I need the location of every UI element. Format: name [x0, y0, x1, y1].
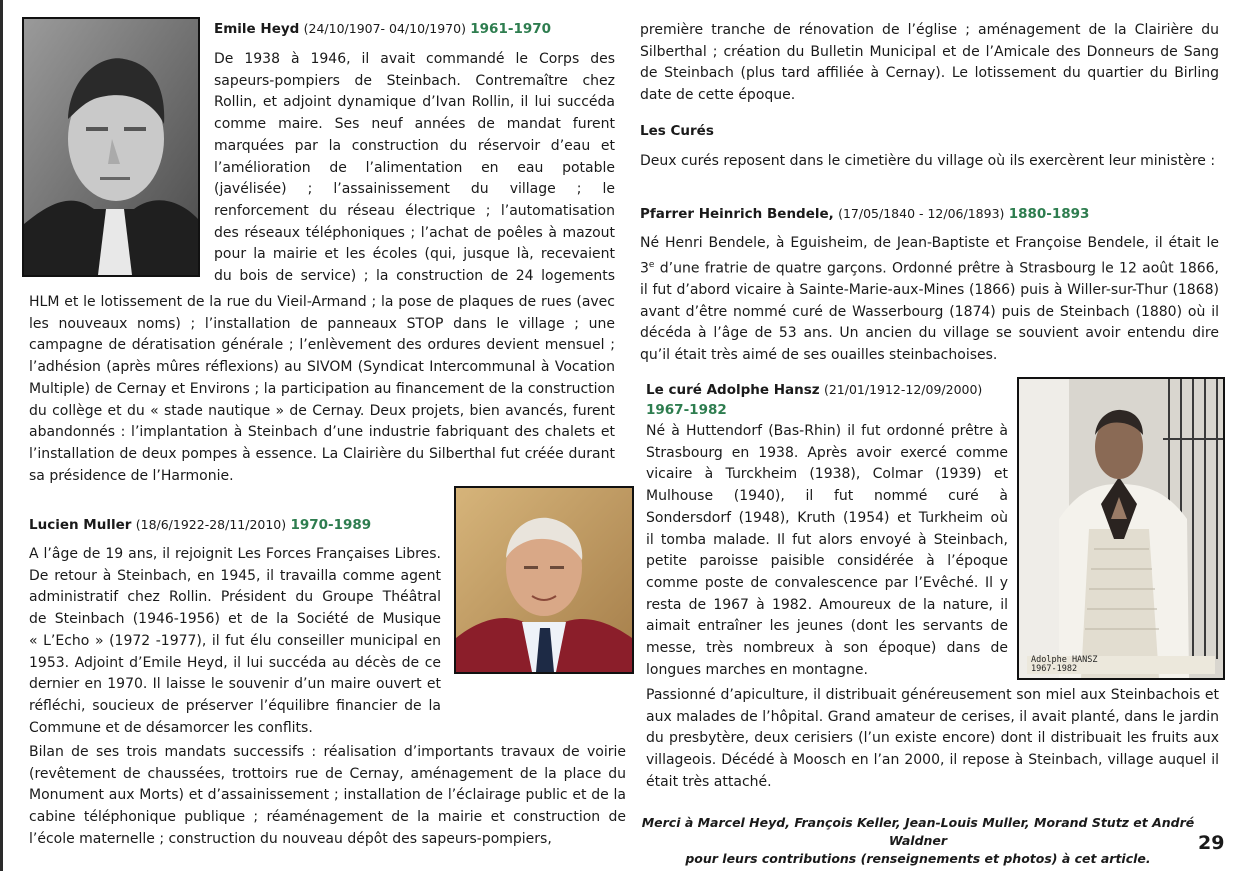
hansz-name: Le curé Adolphe Hansz	[646, 382, 820, 398]
acknowledgements-line-2: pour leurs contributions (renseignements et photos) à cet article.	[685, 851, 1151, 866]
hansz-dates: (21/01/1912-12/09/2000)	[823, 382, 983, 397]
lucien-line: réfléchi, soucieux de préserver l’équilibre financier de la	[29, 697, 441, 714]
hansz-line: aimait entraîner les jeunes (dont les servants de	[646, 618, 1008, 635]
emile-line: des réseaux téléphoniques ; l’achat de poêles à mazout	[214, 224, 615, 241]
emile-dates: (24/10/1907- 04/10/1970)	[303, 21, 466, 36]
emile-line: sapeurs-pompiers de Steinbach. Contremaître chez	[214, 72, 615, 89]
cures-intro: Deux curés reposent dans le cimetière du village où ils exercèrent leur ministère :	[640, 153, 1216, 169]
emile-line: De 1938 à 1946, il avait commandé le Corps des	[214, 51, 615, 67]
emile-line: l’amélioration de l’alimentation en eau potable	[214, 159, 615, 176]
hansz-term: 1967-1982	[646, 402, 727, 418]
emile-line: (javélisée) ; l’assainissement du village ; le	[214, 181, 615, 198]
hansz-line: vicaire à Turckheim (1938), Colmar (1939) et	[646, 466, 1008, 483]
emile-line: du bois de service) ; la construction de 24 logements	[214, 268, 615, 285]
emile-term: 1961-1970	[470, 21, 552, 37]
lucien-bilan: Bilan de ses trois mandats successifs : réalisation d’importants travaux de voirie (revêtement de chaussées, trottoirs rue de Cernay, aménagement de la place du Monument aux Morts) et d’assainissement ; installation de l’éclairage public et de la cabine téléphonique publique ; réaménagement de la mairie et construction de l’école maternelle ; construction du nouveau dépôt des sapeurs-pompiers,	[29, 744, 626, 847]
emile-name: Emile Heyd	[214, 21, 300, 37]
hansz-line: comme poste de convalescence par l’Evêché. Il y	[646, 574, 1008, 591]
bendele-bio-sup: e	[648, 259, 655, 270]
lucien-line: A l’âge de 19 ans, il rejoignit Les Forces Françaises Libres.	[29, 546, 441, 562]
hansz-heading	[646, 380, 1011, 420]
hansz-line: Né à Huttendorf (Bas-Rhin) il fut ordonné prêtre à	[646, 423, 1008, 439]
photo-caption	[1027, 656, 1215, 674]
lucien-dates: (18/6/1922-28/11/2010)	[135, 517, 287, 532]
emile-line: comme maire. Ses neuf années de mandat furent	[214, 116, 615, 133]
lucien-line: Commune et de désamorcer les conflits.	[29, 719, 313, 736]
cures-heading	[640, 121, 714, 141]
hansz-line: petite paroisse paisible considérée à l’époque	[646, 553, 1008, 570]
emile-line: Rollin, et adjoint dynamique d’Ivan Rollin, il lui succéda	[214, 94, 615, 111]
emile-line: renforcement du réseau électrique ; l’automatisation	[214, 202, 615, 219]
acknowledgements	[638, 814, 1198, 868]
emile-heading	[214, 19, 624, 39]
lucien-line: De retour à Steinbach, en 1945, il travailla comme agent	[29, 567, 441, 584]
bendele-bio	[640, 233, 1219, 367]
emile-line: marquées par la construction du réservoir d’eau et	[214, 137, 615, 154]
hansz-line: Strasbourg en 1938. Après avoir exercé comme	[646, 444, 1008, 461]
emile-heyd-photo	[22, 17, 200, 277]
lucien-name: Lucien Muller	[29, 517, 132, 533]
photo-caption-name: Adolphe HANSZ	[1031, 655, 1098, 665]
hansz-line: resta de 1967 à 1982. Amoureux de la nature, il	[646, 596, 1008, 613]
hansz-line: il tomba malade. Il fut alors envoyé à Steinbach,	[646, 531, 1008, 548]
cures-heading-text: Les Curés	[640, 123, 714, 139]
lucien-line: 1953. Adjoint d’Emile Heyd, il lui succéda au décès de ce	[29, 654, 441, 671]
emile-bio-wrapped	[214, 49, 615, 288]
photo-caption-years: 1967-1982	[1031, 664, 1078, 674]
hansz-line: Sondersdorf (1948), Kruth (1954) et Turkheim où	[646, 509, 1008, 526]
right-top-continuation: première tranche de rénovation de l’église ; aménagement de la Clairière du Silberthal ; création du Bulletin Municipal et de l’Amicale des Donneurs de Sang de Steinbach (plus tard affiliée à Cernay). Le lotissement du quartier du Birling date de cette époque.	[640, 22, 1219, 104]
lucien-term: 1970-1989	[290, 517, 372, 533]
emile-line: pour la mairie et les écoles (qui, jusque là, recevaient	[214, 246, 615, 263]
lucien-line: « L’Echo » (1972 -1977), il fut élu conseiller municipal en	[29, 632, 441, 649]
lucien-line: dernier en 1970. Il laisse le souvenir d’un maire ouvert et	[29, 676, 441, 693]
acknowledgements-line-1: Merci à Marcel Heyd, François Keller, Jean-Louis Muller, Morand Stutz et André Waldner	[641, 815, 1195, 848]
page-edge-rule	[0, 0, 3, 871]
bendele-name: Pfarrer Heinrich Bendele,	[640, 206, 834, 222]
bendele-dates: (17/05/1840 - 12/06/1893)	[838, 206, 1005, 221]
hansz-bio-after: Passionné d’apiculture, il distribuait généreusement son miel aux Steinbachois et aux malades de l’hôpital. Grand amateur de cerises, il avait planté, dans le jardin du presbytère, deux cerisiers (l’un existe encore) dont il distribuait les fruits aux villageois. Décédé à Moosch en l’an 2000, il repose à Steinbach, village auquel il était très attaché.	[646, 687, 1219, 790]
bendele-term: 1880-1893	[1008, 206, 1090, 222]
bendele-bio-a: Né Henri Bendele, à Eguisheim, de Jean-Baptiste et Françoise Bendele, il était le 3	[640, 235, 1219, 277]
adolphe-hansz-photo	[1017, 377, 1225, 680]
page-number: 29	[1198, 832, 1225, 854]
hansz-line: messe, très nombreux à son époque) dans de	[646, 640, 1008, 657]
bendele-bio-b: d’une fratrie de quatre garçons. Ordonné prêtre à Strasbourg le 12 août 1866, il fut d’abord vicaire à Sainte-Marie-aux-Mines (1866) puis à Willer-sur-Thur (1868) avant d’être nommé curé de Wasserbourg (1874) puis de Steinbach (1880) où il décéda à l’âge de 53 ans. Un ancien du village se souvient avoir entendu dire qu’il était très aimé de ses ouailles steinbachoises.	[640, 260, 1219, 364]
lucien-line: de Steinbach (1946-1956) et de la Société de Musique	[29, 611, 441, 628]
hansz-line: Mulhouse (1940), il fut nommé curé à	[646, 488, 1008, 505]
hansz-bio-wrapped	[646, 421, 1008, 681]
hansz-line: longues marches en montagne.	[646, 661, 868, 678]
lucien-line: administratif chez Rollin. Président du Groupe Théâtral	[29, 589, 441, 606]
bendele-heading	[640, 204, 1220, 224]
emile-bio-continuation: HLM et le lotissement de la rue du Vieil-Armand ; la pose de plaques de rues (avec les nouveaux noms) ; l’installation de panneaux STOP dans le village ; une campagne de dératisation générale ; l’enlèvement des ordures devient mensuel ; l’adhésion (après mûres réflexions) au SIVOM (Syndicat Intercommunal à Vocation Multiple) de Cernay et Environs ; la participation au financement de la construction du collège et du « stade nautique » de Cernay. Deux projets, bien avancés, furent abandonnés : l’implantation à Steinbach d’une industrie fabriquant des chalets et l’installation de deux pompes à essence. La Clairière du Silberthal fut créée durant sa présidence de l’Harmonie.	[29, 294, 615, 484]
lucien-muller-photo	[454, 486, 634, 674]
lucien-bio-wrapped	[29, 544, 441, 739]
lucien-heading	[29, 515, 449, 535]
